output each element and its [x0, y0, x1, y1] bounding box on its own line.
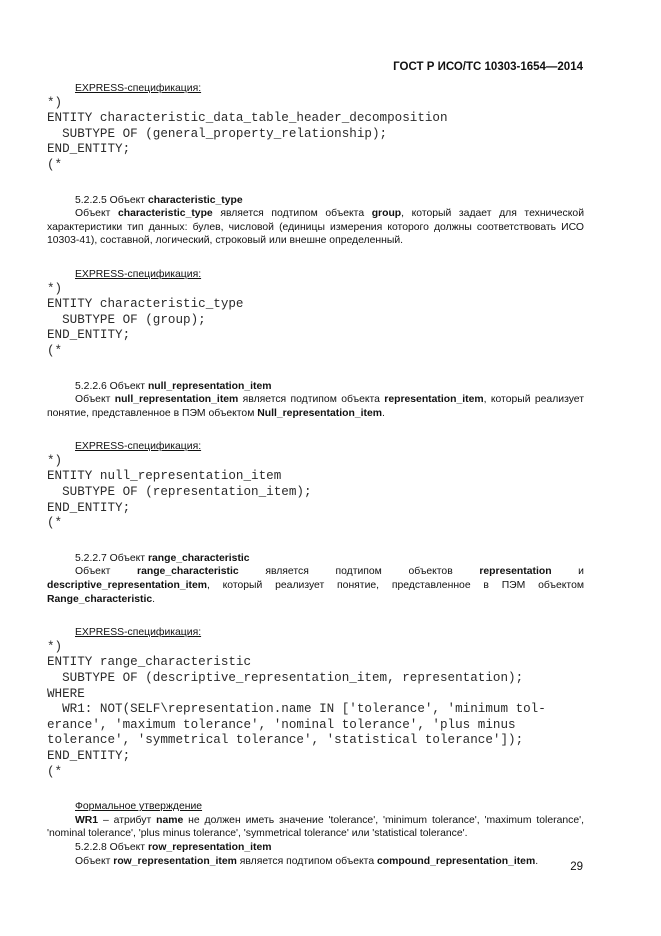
express-label: EXPRESS-спецификация:	[75, 83, 202, 94]
express-code-block: *) ENTITY range_characteristic SUBTYPE OF (descriptive_representation_item, representation); WHERE WR1: NOT(SELF\representation.name IN ['tolerance', 'minimum tol- erance', 'maximum tolerance', 'nominal tolerance', 'plus minus tolerance', 'symmetrical tolerance', 'statistical tolerance']); END_ENTITY; (*	[47, 639, 546, 779]
section-heading: 5.2.2.5 Объект characteristic_type	[75, 194, 243, 206]
page-content	[47, 82, 584, 868]
section-heading: 5.2.2.6 Объект null_representation_item	[75, 380, 272, 392]
express-label: EXPRESS-спецификация:	[75, 441, 202, 453]
express-code-block: *) ENTITY null_representation_item SUBTYPE OF (representation_item); END_ENTITY; (*	[47, 453, 312, 531]
section-paragraph: Объект range_characteristic является подтипом объектов representation и descriptive_representation_item, который реализует понятие, представленное в ПЭМ объектом Range_characteristic.	[47, 566, 584, 605]
page-number: 29	[570, 861, 583, 873]
section-heading: 5.2.2.7 Объект range_characteristic	[75, 552, 250, 564]
section-paragraph: Объект null_representation_item является подтипом объекта representation_item, который реализует понятие, представленное в ПЭМ объектом Null_representation_item.	[47, 394, 584, 419]
express-label: EXPRESS-спецификация:	[75, 627, 202, 639]
section-paragraph: Объект row_representation_item является подтипом объекта compound_representation_item.	[75, 855, 539, 867]
express-code-block: *) ENTITY characteristic_type SUBTYPE OF (group); END_ENTITY; (*	[47, 281, 244, 358]
formal-statement-text: WR1 – атрибут name не должен иметь значение 'tolerance', 'minimum tolerance', 'maximum tolerance', 'nominal tolerance', 'plus minus tolerance', 'symmetrical tolerance' или 'statistical tolerance'.	[47, 814, 584, 840]
section-heading: 5.2.2.8 Объект row_representation_item	[75, 841, 272, 853]
express-label: EXPRESS-спецификация:	[75, 268, 202, 280]
express-code-block: *) ENTITY characteristic_data_table_header_decomposition SUBTYPE OF (general_property_relationship); END_ENTITY; (*	[47, 95, 448, 172]
page-header: ГОСТ Р ИСО/ТС 10303-1654—2014	[393, 61, 583, 73]
formal-statement-title: Формальное утверждение	[75, 801, 203, 813]
section-paragraph: Объект characteristic_type является подтипом объекта group, который задает для технической характеристики тип данных: булев, числовой (единицы измерения которого должны соответствовать ИСО 10303-41), составной, логический, строковый или внешне определенный.	[47, 208, 584, 247]
